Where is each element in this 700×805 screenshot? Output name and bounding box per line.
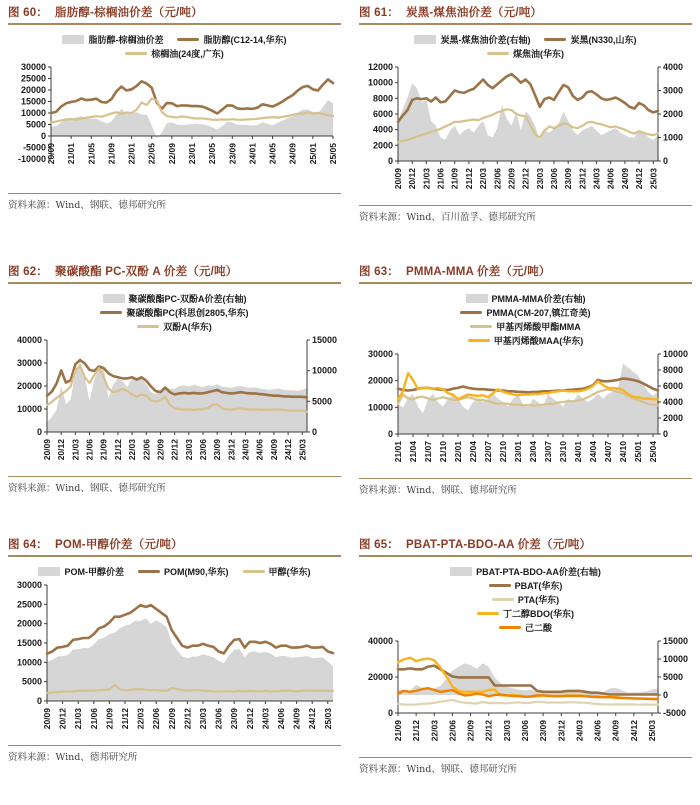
- left-axis-label: 40000: [16, 335, 42, 345]
- source-divider: [8, 745, 341, 746]
- x-axis-label: 24/12: [306, 708, 317, 730]
- x-axis-label: 21/06: [84, 439, 95, 461]
- legend-row: [100, 306, 248, 319]
- left-axis-label: 15000: [20, 96, 46, 107]
- x-axis-label: 21/01: [392, 441, 403, 463]
- x-axis-label: 23/12: [225, 439, 236, 461]
- legend-item: [125, 47, 224, 60]
- x-axis-label: 21/03: [72, 708, 83, 730]
- x-axis-label: 22/03: [428, 720, 439, 742]
- x-axis-label: 24/03: [573, 720, 584, 742]
- x-axis-label: 24/06: [275, 708, 286, 730]
- x-axis-label: 23/05: [206, 143, 217, 165]
- right-axis-label: 5000: [311, 396, 332, 407]
- left-axis-label: 15000: [16, 638, 42, 648]
- source-divider: [359, 478, 692, 479]
- legend-swatch-line: [138, 570, 160, 574]
- right-axis-label: 1000: [662, 132, 683, 143]
- chart-canvas: [9, 61, 341, 189]
- x-axis-label: 24/05: [267, 143, 278, 165]
- figure-title: [359, 4, 692, 20]
- figure-number: 图 65：: [359, 539, 399, 551]
- x-axis-label: 24/09: [268, 439, 279, 461]
- legend-label: 甲基丙烯酸甲酯MMA: [496, 322, 581, 332]
- legend-item: [137, 320, 212, 333]
- legend-row: [470, 320, 581, 333]
- left-axis-label: 8000: [372, 93, 393, 104]
- x-axis-label: 20/09: [41, 439, 52, 461]
- legend-row: [125, 47, 224, 60]
- figure-title: [8, 536, 341, 552]
- x-axis-label: 21/12: [463, 168, 474, 190]
- legend-swatch-line: [499, 626, 521, 630]
- x-axis-label: 22/01: [126, 143, 137, 165]
- figure-number: 图 62：: [8, 266, 48, 278]
- right-axis-label: 2000: [662, 413, 683, 423]
- left-axis-label: 20000: [16, 381, 42, 391]
- legend-row: [460, 306, 590, 319]
- x-axis-label: 24/10: [617, 441, 628, 463]
- x-axis-label: 22/09: [465, 720, 476, 742]
- x-axis-label: 24/09: [287, 143, 298, 165]
- chart-legend: [8, 33, 341, 60]
- x-axis-label: 22/06: [491, 168, 502, 190]
- left-axis-label: 4000: [372, 124, 393, 135]
- x-axis-label: 21/05: [85, 143, 96, 165]
- legend-item: [487, 47, 564, 60]
- left-axis-label: -10000: [17, 154, 46, 164]
- x-axis-label: 25/01: [307, 143, 318, 165]
- x-axis-label: 22/09: [505, 168, 516, 190]
- legend-item: [414, 33, 530, 46]
- x-axis-label: 22/03: [135, 708, 146, 730]
- x-axis-label: 21/12: [119, 708, 130, 730]
- right-axis-label: 15000: [662, 636, 688, 646]
- source-note: 资料来源：Wind、钢联、德邦研究所: [359, 485, 517, 496]
- right-axis-label: 8000: [662, 365, 683, 375]
- left-axis-label: 10000: [20, 108, 46, 118]
- legend-swatch-line: [177, 38, 199, 42]
- legend-item: [489, 579, 563, 592]
- x-axis-label: 21/09: [392, 720, 403, 742]
- figure-number: 图 60：: [8, 7, 48, 19]
- legend-label: 聚碳酸酯PC-双酚A价差(右轴): [128, 294, 247, 304]
- legend-row: [477, 607, 574, 620]
- legend-item: [177, 33, 286, 46]
- legend-swatch-line: [544, 38, 566, 42]
- left-axis-label: 0: [36, 427, 42, 437]
- x-axis-label: 21/09: [105, 143, 116, 165]
- legend-row: [450, 565, 601, 578]
- chart-legend: [359, 565, 692, 634]
- legend-item: [62, 33, 163, 46]
- figure-name: PBAT-PTA-BDO-AA 价差（元/吨）: [406, 539, 592, 551]
- x-axis-label: 24/09: [291, 708, 302, 730]
- right-axis-label: 2000: [662, 109, 683, 119]
- x-axis-label: 22/03: [477, 168, 488, 190]
- x-axis-label: 21/12: [112, 439, 123, 461]
- x-axis-label: 23/10: [557, 441, 568, 463]
- x-axis-label: 22/12: [520, 168, 531, 190]
- x-axis-label: 22/05: [146, 143, 157, 165]
- legend-label: 丁二醇BDO(华东): [503, 609, 574, 619]
- x-axis-label: 23/03: [183, 439, 194, 461]
- x-axis-label: 23/09: [562, 168, 573, 190]
- right-axis-label: 0: [311, 427, 317, 437]
- x-axis-label: 23/09: [211, 439, 222, 461]
- area-series: [47, 618, 333, 701]
- chart-canvas: [360, 348, 692, 474]
- right-axis-label: 3000: [662, 85, 683, 96]
- legend-label: 煤焦油(华东): [513, 49, 564, 59]
- source-note: 资料来源：Wind、百川盈孚、德邦研究所: [359, 212, 536, 223]
- chart-canvas: [360, 635, 692, 753]
- x-axis-label: 20/12: [406, 168, 417, 190]
- right-axis-label: 6000: [662, 381, 683, 391]
- x-axis-label: 23/09: [228, 708, 239, 730]
- legend-row: [62, 33, 286, 46]
- figure-number: 图 63：: [359, 266, 399, 278]
- left-axis-label: 5000: [21, 676, 42, 687]
- right-axis-label: 15000: [311, 335, 337, 345]
- legend-row: [137, 320, 212, 333]
- x-axis-label: 25/03: [646, 720, 657, 742]
- figure-name: POM-甲醇价差（元/吨）: [55, 539, 183, 551]
- x-axis-label: 20/12: [57, 708, 68, 730]
- x-axis-label: 25/01: [632, 441, 643, 463]
- x-axis-label: 21/09: [103, 708, 114, 730]
- legend-swatch-area: [466, 294, 488, 303]
- x-axis-label: 22/12: [169, 439, 180, 461]
- x-axis-label: 23/01: [186, 143, 197, 165]
- right-axis-label: 10000: [662, 654, 688, 664]
- right-axis-label: 0: [662, 156, 668, 166]
- left-axis-label: -5000: [22, 142, 46, 153]
- left-axis-label: 30000: [20, 62, 46, 72]
- x-axis-label: 23/06: [213, 708, 224, 730]
- right-axis-label: 10000: [311, 365, 337, 376]
- x-axis-label: 23/09: [226, 143, 237, 165]
- x-axis-label: 23/06: [197, 439, 208, 461]
- x-axis-label: 22/03: [126, 439, 137, 461]
- x-axis-label: 25/04: [647, 441, 658, 463]
- figure-title: [359, 536, 692, 552]
- x-axis-label: 23/12: [555, 720, 566, 742]
- legend-label: PBAT-PTA-BDO-AA价差(右轴): [476, 567, 601, 577]
- x-axis-label: 23/06: [519, 720, 530, 742]
- x-axis-label: 23/01: [512, 441, 523, 463]
- source-note: 资料来源：Wind、钢联、德邦研究所: [8, 200, 166, 211]
- legend-row: [103, 292, 247, 305]
- x-axis-label: 22/12: [181, 708, 192, 730]
- source-divider: [359, 205, 692, 206]
- x-axis-label: 22/06: [446, 720, 457, 742]
- x-axis-label: 23/12: [576, 168, 587, 190]
- x-axis-label: 24/03: [240, 439, 251, 461]
- legend-swatch-line: [100, 311, 122, 315]
- legend-label: 炭黑(N330,山东): [570, 35, 637, 45]
- legend-label: 双酚A(华东): [163, 322, 212, 332]
- title-divider: [8, 23, 341, 25]
- left-axis-label: 30000: [367, 349, 393, 359]
- left-axis-label: 0: [387, 156, 393, 166]
- legend-swatch-line: [470, 325, 492, 329]
- source-note: 资料来源：Wind、钢联、德邦研究所: [359, 764, 517, 775]
- legend-item: [38, 565, 124, 578]
- x-axis-label: 21/01: [65, 143, 76, 165]
- legend-row: [466, 292, 586, 305]
- left-axis-label: 12000: [367, 62, 393, 72]
- x-axis-label: 24/09: [610, 720, 621, 742]
- left-axis-label: 5000: [25, 119, 46, 130]
- right-axis-label: 0: [662, 690, 668, 700]
- left-axis-label: 30000: [16, 580, 42, 590]
- legend-label: 脂肪醇(C12-14,华东): [203, 35, 287, 45]
- x-axis-label: 22/10: [497, 441, 508, 463]
- figure-name: 炭黑-煤焦油价差（元/吨）: [406, 7, 543, 19]
- figure-title: [8, 4, 341, 20]
- x-axis-label: 22/06: [150, 708, 161, 730]
- x-axis-label: 24/12: [282, 439, 293, 461]
- legend-label: PMMA(CM-207,镇江奇美): [486, 308, 591, 318]
- figure-panel-65: [359, 536, 692, 775]
- legend-label: PTA(华东): [517, 595, 560, 605]
- line-series: [47, 605, 333, 654]
- legend-row: [414, 33, 636, 46]
- legend-swatch-line: [243, 570, 265, 574]
- x-axis-label: 21/03: [69, 439, 80, 461]
- legend-label: POM(M90,华东): [163, 567, 229, 577]
- legend-item: [468, 334, 584, 347]
- legend-item: [470, 320, 581, 333]
- legend-label: 棕榈油(24度,广东): [151, 49, 224, 59]
- legend-swatch-line: [492, 598, 514, 602]
- x-axis-label: 21/09: [98, 439, 109, 461]
- line-series: [51, 79, 333, 113]
- x-axis-label: 22/07: [482, 441, 493, 463]
- left-axis-label: 20000: [20, 85, 46, 95]
- x-axis-label: 21/03: [420, 168, 431, 190]
- legend-label: 炭黑-煤焦油价差(右轴): [440, 35, 531, 45]
- x-axis-label: 22/06: [140, 439, 151, 461]
- x-axis-label: 24/03: [259, 708, 270, 730]
- legend-item: [450, 565, 601, 578]
- left-axis-label: 25000: [20, 73, 46, 84]
- x-axis-label: 24/01: [572, 441, 583, 463]
- title-divider: [359, 555, 692, 557]
- left-axis-label: 20000: [367, 375, 393, 386]
- x-axis-label: 21/07: [422, 441, 433, 463]
- x-axis-label: 24/07: [602, 441, 613, 463]
- legend-swatch-line: [125, 52, 147, 56]
- legend-swatch-line: [468, 339, 490, 343]
- chart-canvas: [360, 61, 692, 201]
- legend-row: [489, 579, 563, 592]
- x-axis-label: 25/03: [647, 168, 658, 190]
- legend-item: [492, 593, 559, 606]
- x-axis-label: 23/07: [542, 441, 553, 463]
- title-divider: [359, 23, 692, 25]
- x-axis-label: 23/04: [527, 441, 538, 463]
- legend-row: [499, 621, 552, 634]
- legend-item: [460, 306, 590, 319]
- legend-swatch-area: [414, 35, 436, 44]
- x-axis-label: 21/12: [410, 720, 421, 742]
- legend-item: [544, 33, 636, 46]
- line-series: [398, 700, 658, 705]
- legend-swatch-line: [489, 584, 511, 588]
- legend-row: [468, 334, 584, 347]
- x-axis-label: 20/09: [41, 708, 52, 730]
- legend-label: 己二酸: [524, 623, 552, 633]
- x-axis-label: 25/05: [327, 143, 338, 165]
- right-axis-label: -5000: [662, 708, 686, 718]
- x-axis-label: 20/09: [45, 143, 56, 165]
- legend-label: 甲基丙烯酸MAA(华东): [493, 336, 584, 346]
- left-axis-label: 0: [387, 429, 393, 439]
- left-axis-label: 20000: [16, 618, 42, 629]
- left-axis-label: 40000: [367, 636, 393, 646]
- right-axis-label: 5000: [662, 672, 683, 682]
- source-divider: [8, 193, 341, 194]
- left-axis-label: 0: [36, 696, 42, 706]
- source-divider: [8, 476, 341, 477]
- left-axis-label: 2000: [372, 140, 393, 151]
- x-axis-label: 21/06: [435, 168, 446, 190]
- legend-label: PBAT(华东): [514, 581, 563, 591]
- source-note: 资料来源：Wind、德邦研究所: [8, 752, 138, 763]
- x-axis-label: 22/09: [166, 708, 177, 730]
- figure-name: PMMA-MMA 价差（元/吨）: [406, 266, 551, 278]
- left-axis-label: 0: [387, 708, 393, 718]
- figure-name: 聚碳酸酯 PC-双酚 A 价差（元/吨）: [55, 266, 238, 278]
- left-axis-label: 10000: [367, 402, 393, 413]
- x-axis-label: 24/06: [592, 720, 603, 742]
- legend-item: [100, 306, 248, 319]
- source-divider: [359, 757, 692, 758]
- legend-item: [243, 565, 311, 578]
- x-axis-label: 23/03: [501, 720, 512, 742]
- left-axis-label: 6000: [372, 109, 393, 119]
- figure-panel-64: [8, 536, 341, 775]
- legend-item: [477, 607, 574, 620]
- x-axis-label: 24/01: [246, 143, 257, 165]
- legend-swatch-area: [450, 567, 472, 576]
- legend-item: [499, 621, 552, 634]
- right-axis-label: 4000: [662, 62, 683, 72]
- legend-label: POM-甲醇价差: [64, 567, 124, 577]
- title-divider: [359, 282, 692, 284]
- x-axis-label: 22/09: [154, 439, 165, 461]
- figure-title: [8, 263, 341, 279]
- x-axis-label: 25/03: [322, 708, 333, 730]
- left-axis-label: 10000: [367, 77, 393, 88]
- legend-swatch-area: [38, 567, 60, 576]
- x-axis-label: 21/04: [407, 441, 418, 463]
- left-axis-label: 0: [40, 131, 46, 141]
- figure-name: 脂肪醇-棕榈油价差（元/吨）: [55, 7, 203, 19]
- x-axis-label: 20/09: [392, 168, 403, 190]
- figure-panel-63: [359, 263, 692, 496]
- x-axis-label: 24/12: [633, 168, 644, 190]
- legend-label: 脂肪醇-棕榈油价差: [88, 35, 164, 45]
- x-axis-label: 25/03: [296, 439, 307, 461]
- legend-label: 聚碳酸酯PC(科思创2805,华东): [126, 308, 249, 318]
- figure-number: 图 61：: [359, 7, 399, 19]
- left-axis-label: 30000: [16, 358, 42, 368]
- legend-item: [103, 292, 247, 305]
- legend-item: [138, 565, 229, 578]
- legend-row: [487, 47, 564, 60]
- right-axis-label: 4000: [662, 397, 683, 407]
- x-axis-label: 21/09: [449, 168, 460, 190]
- x-axis-label: 22/12: [483, 720, 494, 742]
- x-axis-label: 24/06: [254, 439, 265, 461]
- x-axis-label: 24/06: [605, 168, 616, 190]
- chart-canvas: [9, 579, 341, 741]
- x-axis-label: 22/01: [452, 441, 463, 463]
- title-divider: [8, 282, 341, 284]
- x-axis-label: 21/06: [88, 708, 99, 730]
- chart-legend: [359, 33, 692, 60]
- x-axis-label: 24/03: [591, 168, 602, 190]
- figure-panel-62: [8, 263, 341, 496]
- legend-label: 甲醇(华东): [268, 567, 311, 577]
- right-axis-label: 10000: [662, 349, 688, 359]
- left-axis-label: 10000: [16, 404, 42, 414]
- source-note: 资料来源：Wind、钢联、德邦研究所: [8, 483, 166, 494]
- figure-panel-60: [8, 4, 341, 223]
- legend-swatch-area: [62, 35, 84, 44]
- x-axis-label: 23/09: [537, 720, 548, 742]
- legend-swatch-line: [460, 311, 482, 315]
- legend-swatch-line: [477, 612, 499, 616]
- x-axis-label: 21/10: [437, 441, 448, 463]
- x-axis-label: 24/04: [587, 441, 598, 463]
- legend-swatch-line: [487, 52, 509, 56]
- x-axis-label: 23/03: [534, 168, 545, 190]
- title-divider: [8, 555, 341, 557]
- x-axis-label: 22/04: [467, 441, 478, 463]
- x-axis-label: 23/12: [244, 708, 255, 730]
- x-axis-label: 24/12: [628, 720, 639, 742]
- legend-label: PMMA-MMA价差(右轴): [491, 294, 586, 304]
- chart-legend: [359, 292, 692, 347]
- figure-title: [359, 263, 692, 279]
- chart-legend: [8, 292, 341, 333]
- legend-item: [466, 292, 586, 305]
- figure-panel-61: [359, 4, 692, 223]
- x-axis-label: 20/12: [55, 439, 66, 461]
- area-series: [47, 362, 307, 433]
- left-axis-label: 10000: [16, 657, 42, 668]
- legend-swatch-area: [103, 294, 125, 303]
- figure-number: 图 64：: [8, 539, 48, 551]
- chart-legend: [8, 565, 341, 578]
- right-axis-label: 0: [662, 429, 668, 439]
- x-axis-label: 23/06: [548, 168, 559, 190]
- x-axis-label: 22/09: [166, 143, 177, 165]
- legend-row: [38, 565, 310, 578]
- chart-canvas: [9, 334, 341, 472]
- left-axis-label: 20000: [367, 672, 393, 682]
- legend-row: [492, 593, 559, 606]
- legend-swatch-line: [137, 325, 159, 329]
- x-axis-label: 23/03: [197, 708, 208, 730]
- left-axis-label: 25000: [16, 599, 42, 610]
- x-axis-label: 24/09: [619, 168, 630, 190]
